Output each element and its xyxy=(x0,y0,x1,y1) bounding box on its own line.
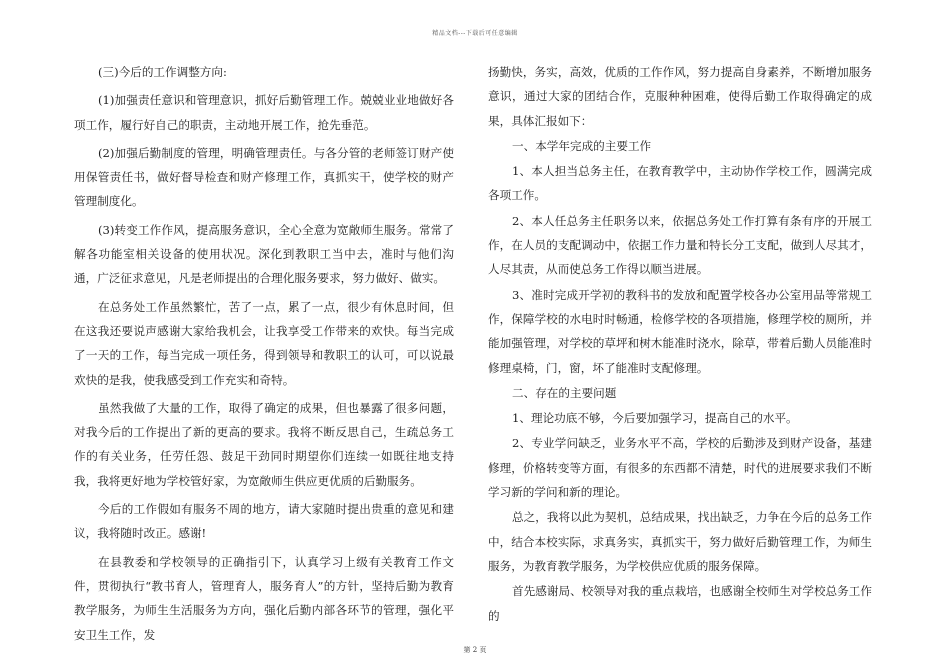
paragraph-gratitude: 首先感谢局、校领导对我的重点栽培，也感谢全校师生对学校总务工作的 xyxy=(488,584,872,623)
right-column xyxy=(488,60,872,629)
heading-main-work: 一、本学年完成的主要工作 xyxy=(512,138,652,153)
left-column xyxy=(74,60,454,651)
paragraph-problems: 虽然我做了大量的工作，取得了确定的成果，但也暴露了很多问题，对我今后的工作提出了新的更高的要求。我将不断反思自己，生疏总务工作的有关业务，任劳任怨、鼓足干劲同时期望你们连续一如既往地支持我，我将更好地为学校管好家，为宽敞师生供应更优质的后勤服务。 xyxy=(74,400,454,488)
page-header: 精品文档---下载后可任意编辑 xyxy=(432,30,518,37)
paragraph-thanks: 今后的工作假如有服务不周的地方，请大家随时提出贵重的意见和建议，我将随时改正。感谢! xyxy=(74,502,454,541)
paragraph-problem-1: 1、理论功底不够，今后要加强学习，提高自己的水平。 xyxy=(512,411,798,426)
paragraph-work-3: 3、准时完成开学初的教科书的发放和配置学校各办公室用品等常规工作，保障学校的水电时时畅通，检修学校的各项措施，修理学校的厕所，并能加强管理，对学校的草坪和树木能准时浇水，除草，带着后勤人员能准时修理桌椅，门，窗，坏了能准时支配修理。 xyxy=(488,287,872,375)
paragraph-item-1: (1)加强责任意识和管理意识，抓好后勤管理工作。兢兢业业地做好各项工作，履行好自己的职责，主动地开展工作，抢先垂范。 xyxy=(74,93,454,132)
paragraph-work-2: 2、本人任总务主任职务以来，依据总务处工作打算有条有序的开展工作，在人员的支配调动中，依据工作力量和特长分工支配，做到人尽其才，人尽其责，从而使总务工作得以顺当进展。 xyxy=(488,213,872,277)
heading-main-problems: 二、存在的主要问题 xyxy=(512,385,617,400)
paragraph-reflection: 在总务处工作虽然繁忙，苦了一点，累了一点，很少有休息时间，但在这我还要说声感谢大家给我机会，让我享受工作带来的欢快。每当完成了一天的工作，每当完成一项任务，得到领导和教职工的认可，可以说最欢快的是我，使我感受到工作充实和奇特。 xyxy=(74,299,454,387)
paragraph-problem-2: 2、专业学问缺乏，业务水平不高，学校的后勤涉及到财产设备，基建修理，价格转变等方面，有很多的东西都不清楚，时代的进展要求我们不断学习新的学问和新的理论。 xyxy=(488,436,872,500)
heading-adjustment-direction: (三)今后的工作调整方向: xyxy=(98,65,227,79)
paragraph-item-2: (2)加强后勤制度的管理，明确管理责任。与各分管的老师签订财产使用保管责任书，做好督导检查和财产修理工作，真抓实干，使学校的财产管理制度化。 xyxy=(74,145,454,209)
paragraph-continuation: 扬勤快，务实，高效，优质的工作作风，努力提高自身素养，不断增加服务意识，通过大家的团结合作，克服种种困难，使得后勤工作取得确定的成果，具体汇报如下： xyxy=(488,65,872,128)
page-number: 第 2 页 xyxy=(463,646,487,654)
paragraph-report-intro: 在县教委和学校领导的正确指引下，认真学习上级有关教育工作文件，贯彻执行“教书育人，管理育人，服务育人”的方针，坚持后勤为教育教学服务，为师生生活服务为方向，强化后勤内部各环节的管理，强化平安卫生工作，发 xyxy=(74,554,454,642)
paragraph-summary: 总之，我将以此为契机，总结成果，找出缺乏，力争在今后的总务工作中，结合本校实际，求真务实，真抓实干，努力做好后勤管理工作，为师生服务，为教育教学服务，为学校供应优质的服务保障。 xyxy=(488,510,872,573)
paragraph-item-3: (3)转变工作作风，提高服务意识，全心全意为宽敞师生服务。常常了解各功能室相关设备的使用状况。深化到教职工当中去，准时与他们沟通，广泛征求意见，凡是老师提出的合理化服务要求，努力做好、做实。 xyxy=(74,222,454,286)
paragraph-work-1: 1、本人担当总务主任，在教育教学中，主动协作学校工作，圆满完成各项工作。 xyxy=(488,164,872,203)
